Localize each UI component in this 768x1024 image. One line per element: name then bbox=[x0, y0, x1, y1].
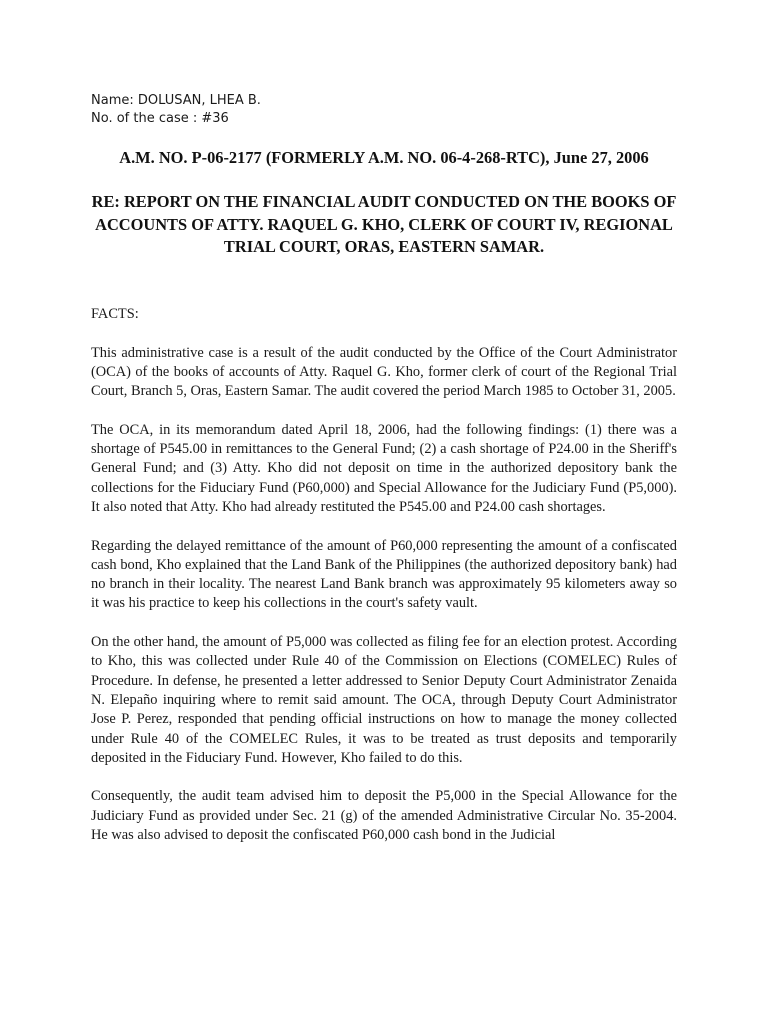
paragraph: Consequently, the audit team advised him to deposit the P5,000 in the Special Allowance for the Judiciary Fund as provided under Sec. 21 (g) of the amended Administrative Circular No. 35-2004. He was also advised to deposit the confiscated P60,000 cash bond in the Judicial bbox=[91, 788, 677, 844]
document-body bbox=[91, 305, 677, 865]
student-name-line: Name: DOLUSAN, LHEA B. bbox=[91, 93, 261, 108]
case-title: A.M. NO. P-06-2177 (FORMERLY A.M. NO. 06-4-268-RTC), June 27, 2006 bbox=[119, 148, 649, 167]
facts-heading: FACTS: bbox=[91, 306, 139, 322]
case-number-line: No. of the case : #36 bbox=[91, 111, 229, 126]
student-info bbox=[91, 92, 261, 128]
paragraph: Regarding the delayed remittance of the amount of P60,000 representing the amount of a confiscated cash bond, Kho explained that the Land Bank of the Philippines (the authorized depository bank) had no branch in their locality. The nearest Land Bank branch was approximately 95 kilometers away so it was his practice to keep his collections in the court's safety vault. bbox=[91, 537, 677, 612]
paragraph: This administrative case is a result of the audit conducted by the Office of the Court Administrator (OCA) of the books of accounts of Atty. Raquel G. Kho, former clerk of court of the Regional Trial Court, Branch 5, Oras, Eastern Samar. The audit covered the period March 1985 to October 31, 2005. bbox=[91, 344, 677, 400]
case-subject: RE: REPORT ON THE FINANCIAL AUDIT CONDUCTED ON THE BOOKS OF ACCOUNTS OF ATTY. RAQUEL G. KHO, CLERK OF COURT IV, REGIONAL TRIAL COURT, ORAS, EASTERN SAMAR. bbox=[91, 192, 677, 256]
paragraph: The OCA, in its memorandum dated April 18, 2006, had the following findings: (1) there was a shortage of P545.00 in remittances to the General Fund; (2) a cash shortage of P24.00 in the Sheriff's General Fund; and (3) Atty. Kho did not deposit on time in the authorized depository bank the collections for the Fiduciary Fund (P60,000) and Special Allowance for the Judiciary Fund (P5,000). It also noted that Atty. Kho had already restituted the P545.00 and P24.00 cash shortages. bbox=[91, 421, 677, 515]
paragraph: On the other hand, the amount of P5,000 was collected as filing fee for an election protest. According to Kho, this was collected under Rule 40 of the Commission on Elections (COMELEC) Rules of Procedure. In defense, he presented a letter addressed to Senior Deputy Court Administrator Zenaida N. Elepaño inquiring where to remit said amount. The OCA, through Deputy Court Administrator Jose P. Perez, responded that pending official instructions on how to manage the money collected under Rule 40 of the COMELEC Rules, it was to be treated as trust deposits and temporarily deposited in the Fiduciary Fund. However, Kho failed to do this. bbox=[91, 634, 677, 766]
